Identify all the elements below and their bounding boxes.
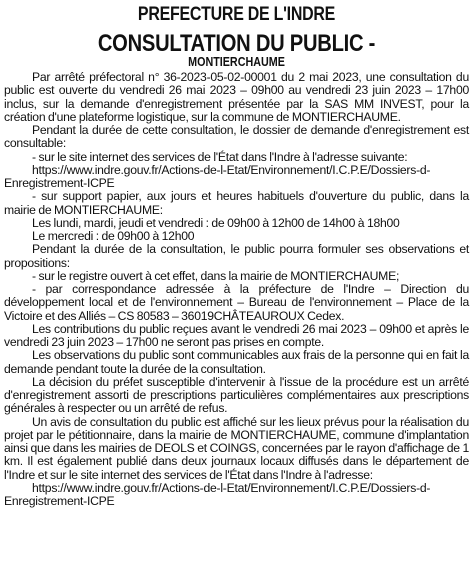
notice-title: PREFECTURE DE L'INDRE [137,4,336,25]
paragraph-correspondence: - par correspondance adressée à la préfecture de l'Indre – Direction du développement local et de l'environnement – Bureau de l'environnement – Place de la Victoire et des Alliés – CS 80583 – 36019CHÂTEAUROUX Cedex. [4,282,469,323]
paragraph-final-url: https://www.indre.gouv.fr/Actions-de-l-Etat/Environnement/I.C.P.E/Dossiers-d-Enregistrement-ICPE [4,480,431,508]
notice-subtitle: CONSULTATION DU PUBLIC - [97,30,376,57]
notice-body [4,71,469,508]
paragraph-communicable: Les observations du public sont communicables aux frais de la personne qui en fait la demande pendant toute la durée de la consultation. [4,348,469,376]
paragraph-file-available: Pendant la durée de cette consultation, le dossier de demande d'enregistrement est consultable: [4,123,469,151]
paragraph-website: - sur le site internet des services de l'État dans l'Indre à l'adresse suivante: [32,149,408,164]
paragraph-website-url: https://www.indre.gouv.fr/Actions-de-l-Etat/Environnement/I.C.P.E/Dossiers-d-Enregistrement-ICPE [4,162,431,190]
paragraph-paper: - sur support papier, aux jours et heures habituels d'ouverture du public, dans la mairie de MONTIERCHAUME: [4,189,469,217]
paragraph-hours-wednesday: Le mercredi : de 09h00 à 12h00 [32,229,195,243]
paragraph-hours-weekdays: Les lundi, mardi, jeudi et vendredi : de 09h00 à 12h00 de 14h00 à 18h00 [32,215,400,230]
paragraph-register: - sur le registre ouvert à cet effet, dans la mairie de MONTIERCHAUME; [32,268,400,283]
paragraph-posting: Un avis de consultation du public est affiché sur les lieux prévus pour la réalisation du projet par le pétitionnaire, dans la mairie de MONTIERCHAUME, commune d'implantation ainsi que dans les mairies de DEOLS et COINGS, concernées par le rayon d'affichage de 1 km. Il est également publié dans deux journaux locaux diffusés dans le département de l'Indre et sur le site internet des services de l'État dans l'Indre à l'adresse: [4,414,469,482]
paragraph-observations: Pendant la durée de la consultation, le public pourra formuler ses observations et propositions: [4,242,469,270]
paragraph-decree: Par arrêté préfectoral n° 36-2023-05-02-00001 du 2 mai 2023, une consultation du public est ouverte du vendredi 26 mai 2023 – 09h00 au vendredi 23 juin 2023 – 17h00 inclus, sur la demande d'enregistrement présentée par la SAS MM INVEST, pour la création d'une plateforme logistique, sur la commune de MONTIERCHAUME. [4,70,469,124]
paragraph-decision: La décision du préfet susceptible d'intervenir à l'issue de la procédure est un arrêté d'enregistrement assorti de prescriptions particulières complémentaires aux prescriptions générales à respecter ou un arrêté de refus. [4,374,469,416]
paragraph-contributions: Les contributions du public reçues avant le vendredi 26 mai 2023 – 09h00 et après le vendredi 23 juin 2023 – 17h00 ne seront pas prises en compte. [4,321,469,349]
notice-commune: MONTIERCHAUME [188,55,285,69]
